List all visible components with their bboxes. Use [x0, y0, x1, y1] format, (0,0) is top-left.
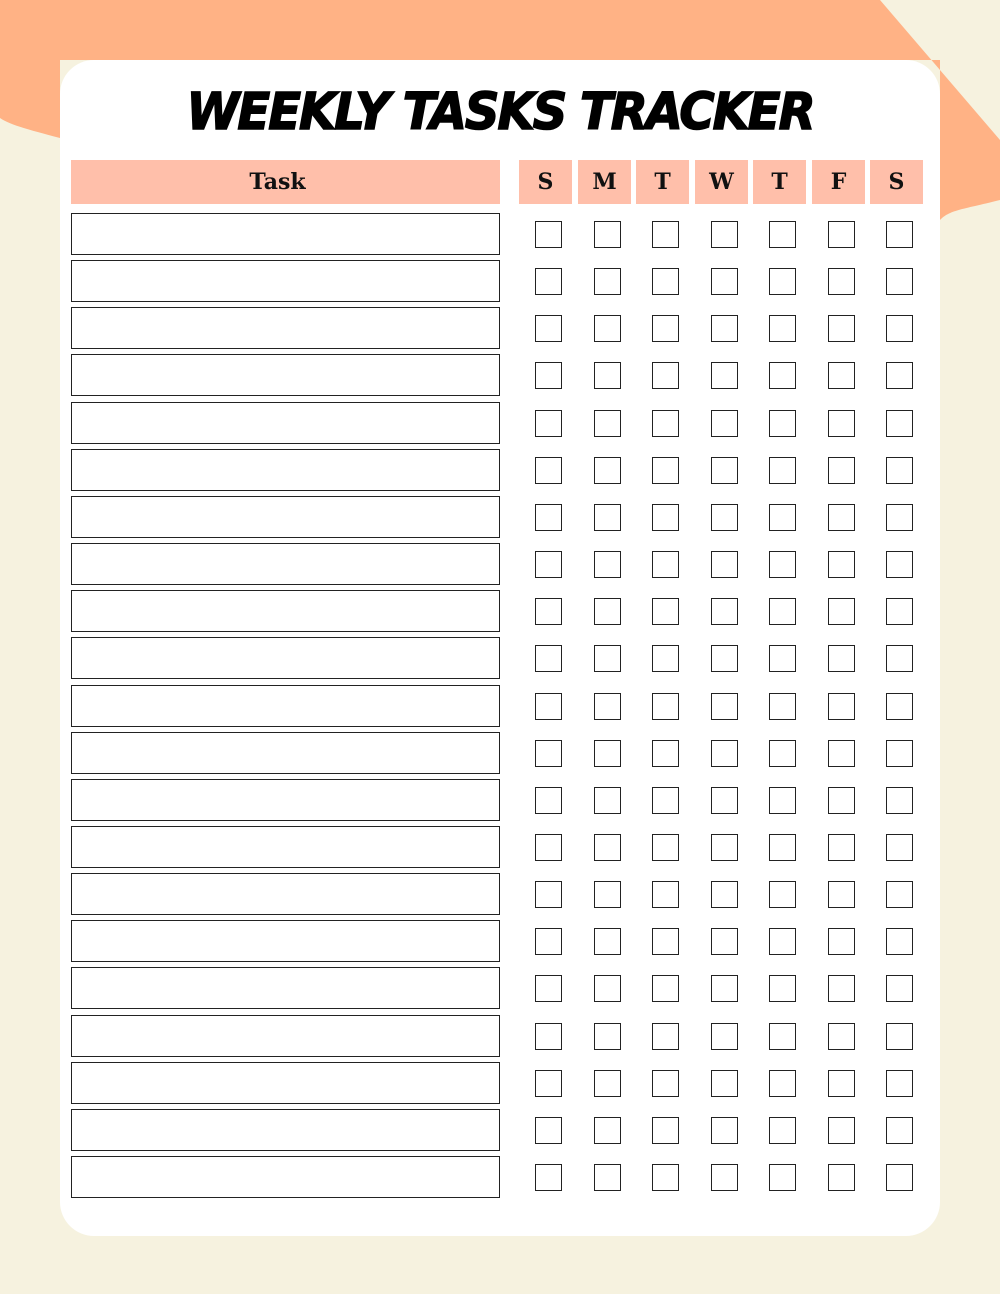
checkbox-saturday[interactable] — [886, 1070, 913, 1097]
checkbox-thursday[interactable] — [769, 881, 796, 908]
checkbox-wednesday[interactable] — [711, 551, 738, 578]
checkbox-wednesday[interactable] — [711, 315, 738, 342]
checkbox-monday[interactable] — [594, 928, 621, 955]
checkbox-friday[interactable] — [828, 975, 855, 1002]
checkbox-friday[interactable] — [828, 1117, 855, 1144]
checkbox-saturday[interactable] — [886, 362, 913, 389]
checkbox-saturday[interactable] — [886, 928, 913, 955]
checkbox-saturday[interactable] — [886, 598, 913, 625]
checkbox-wednesday[interactable] — [711, 598, 738, 625]
day-header-tuesday: T — [636, 160, 689, 204]
checkbox-monday[interactable] — [594, 221, 621, 248]
checkbox-thursday[interactable] — [769, 598, 796, 625]
task-input-row[interactable] — [71, 402, 500, 444]
checkbox-monday[interactable] — [594, 787, 621, 814]
checkbox-friday[interactable] — [828, 410, 855, 437]
checkbox-friday[interactable] — [828, 362, 855, 389]
checkbox-wednesday[interactable] — [711, 881, 738, 908]
checkbox-sunday[interactable] — [535, 693, 562, 720]
checkbox-thursday[interactable] — [769, 315, 796, 342]
checkbox-monday[interactable] — [594, 457, 621, 484]
checkbox-thursday[interactable] — [769, 975, 796, 1002]
day-header-friday: F — [812, 160, 865, 204]
checkbox-monday[interactable] — [594, 598, 621, 625]
checkbox-saturday[interactable] — [886, 1023, 913, 1050]
checkbox-wednesday[interactable] — [711, 787, 738, 814]
checkbox-friday[interactable] — [828, 551, 855, 578]
checkbox-friday[interactable] — [828, 1023, 855, 1050]
checkbox-sunday[interactable] — [535, 787, 562, 814]
checkbox-friday[interactable] — [828, 1164, 855, 1191]
checkbox-tuesday[interactable] — [652, 1023, 679, 1050]
checkbox-sunday[interactable] — [535, 457, 562, 484]
checkbox-sunday[interactable] — [535, 1070, 562, 1097]
checkbox-thursday[interactable] — [769, 1023, 796, 1050]
checkbox-sunday[interactable] — [535, 1023, 562, 1050]
checkbox-thursday[interactable] — [769, 1070, 796, 1097]
task-input-row[interactable] — [71, 685, 500, 727]
checkbox-wednesday[interactable] — [711, 362, 738, 389]
task-input-row[interactable] — [71, 1015, 500, 1057]
checkbox-wednesday[interactable] — [711, 221, 738, 248]
checkbox-saturday[interactable] — [886, 410, 913, 437]
checkbox-wednesday[interactable] — [711, 457, 738, 484]
checkbox-friday[interactable] — [828, 740, 855, 767]
checkbox-friday[interactable] — [828, 881, 855, 908]
checkbox-wednesday[interactable] — [711, 268, 738, 295]
checkbox-saturday[interactable] — [886, 504, 913, 531]
checkbox-thursday[interactable] — [769, 928, 796, 955]
checkbox-thursday[interactable] — [769, 504, 796, 531]
checkbox-thursday[interactable] — [769, 834, 796, 861]
checkbox-wednesday[interactable] — [711, 504, 738, 531]
checkbox-friday[interactable] — [828, 787, 855, 814]
checkbox-sunday[interactable] — [535, 881, 562, 908]
checkbox-tuesday[interactable] — [652, 834, 679, 861]
checkbox-monday[interactable] — [594, 881, 621, 908]
checkbox-sunday[interactable] — [535, 834, 562, 861]
checkbox-saturday[interactable] — [886, 740, 913, 767]
task-input-row[interactable] — [71, 543, 500, 585]
checkbox-wednesday[interactable] — [711, 410, 738, 437]
checkbox-sunday[interactable] — [535, 645, 562, 672]
checkbox-wednesday[interactable] — [711, 693, 738, 720]
checkbox-sunday[interactable] — [535, 1117, 562, 1144]
checkbox-sunday[interactable] — [535, 504, 562, 531]
checkbox-tuesday[interactable] — [652, 1117, 679, 1144]
checkbox-wednesday[interactable] — [711, 740, 738, 767]
checkbox-friday[interactable] — [828, 268, 855, 295]
checkbox-monday[interactable] — [594, 1023, 621, 1050]
checkbox-thursday[interactable] — [769, 362, 796, 389]
checkbox-wednesday[interactable] — [711, 834, 738, 861]
checkbox-tuesday[interactable] — [652, 221, 679, 248]
checkbox-sunday[interactable] — [535, 268, 562, 295]
task-input-row[interactable] — [71, 1156, 500, 1198]
task-input-row[interactable] — [71, 779, 500, 821]
checkbox-tuesday[interactable] — [652, 693, 679, 720]
checkbox-tuesday[interactable] — [652, 1164, 679, 1191]
checkbox-sunday[interactable] — [535, 928, 562, 955]
checkbox-tuesday[interactable] — [652, 975, 679, 1002]
checkbox-tuesday[interactable] — [652, 928, 679, 955]
checkbox-friday[interactable] — [828, 504, 855, 531]
checkbox-sunday[interactable] — [535, 1164, 562, 1191]
checkbox-thursday[interactable] — [769, 1164, 796, 1191]
checkbox-saturday[interactable] — [886, 787, 913, 814]
checkbox-wednesday[interactable] — [711, 928, 738, 955]
checkbox-monday[interactable] — [594, 362, 621, 389]
checkbox-monday[interactable] — [594, 693, 621, 720]
checkbox-monday[interactable] — [594, 504, 621, 531]
checkbox-thursday[interactable] — [769, 268, 796, 295]
task-input-row[interactable] — [71, 967, 500, 1009]
checkbox-sunday[interactable] — [535, 221, 562, 248]
checkbox-thursday[interactable] — [769, 787, 796, 814]
checkbox-tuesday[interactable] — [652, 362, 679, 389]
checkbox-saturday[interactable] — [886, 834, 913, 861]
checkbox-saturday[interactable] — [886, 645, 913, 672]
task-input-row[interactable] — [71, 920, 500, 962]
checkbox-monday[interactable] — [594, 551, 621, 578]
checkbox-monday[interactable] — [594, 1070, 621, 1097]
checkbox-saturday[interactable] — [886, 975, 913, 1002]
checkbox-thursday[interactable] — [769, 740, 796, 767]
checkbox-thursday[interactable] — [769, 221, 796, 248]
checkbox-thursday[interactable] — [769, 693, 796, 720]
checkbox-sunday[interactable] — [535, 410, 562, 437]
checkbox-sunday[interactable] — [535, 975, 562, 1002]
checkbox-wednesday[interactable] — [711, 1117, 738, 1144]
task-input-row[interactable] — [71, 826, 500, 868]
checkbox-monday[interactable] — [594, 1117, 621, 1144]
task-column-header: Task — [71, 160, 500, 204]
task-input-row[interactable] — [71, 1062, 500, 1104]
task-input-row[interactable] — [71, 637, 500, 679]
checkbox-friday[interactable] — [828, 645, 855, 672]
checkbox-monday[interactable] — [594, 1164, 621, 1191]
checkbox-sunday[interactable] — [535, 315, 562, 342]
checkbox-thursday[interactable] — [769, 645, 796, 672]
checkbox-friday[interactable] — [828, 457, 855, 484]
checkbox-tuesday[interactable] — [652, 1070, 679, 1097]
checkbox-tuesday[interactable] — [652, 598, 679, 625]
checkbox-friday[interactable] — [828, 1070, 855, 1097]
checkbox-wednesday[interactable] — [711, 1164, 738, 1191]
day-header-saturday: S — [870, 160, 923, 204]
checkbox-sunday[interactable] — [535, 362, 562, 389]
checkbox-friday[interactable] — [828, 693, 855, 720]
checkbox-saturday[interactable] — [886, 881, 913, 908]
task-input-row[interactable] — [71, 260, 500, 302]
checkbox-monday[interactable] — [594, 645, 621, 672]
checkbox-wednesday[interactable] — [711, 975, 738, 1002]
checkbox-friday[interactable] — [828, 928, 855, 955]
checkbox-tuesday[interactable] — [652, 315, 679, 342]
checkbox-tuesday[interactable] — [652, 504, 679, 531]
checkbox-tuesday[interactable] — [652, 645, 679, 672]
task-input-row[interactable] — [71, 213, 500, 255]
checkbox-saturday[interactable] — [886, 221, 913, 248]
task-input-row[interactable] — [71, 1109, 500, 1151]
checkbox-friday[interactable] — [828, 834, 855, 861]
day-header-monday: M — [578, 160, 631, 204]
checkbox-saturday[interactable] — [886, 1117, 913, 1144]
task-input-row[interactable] — [71, 496, 500, 538]
checkbox-saturday[interactable] — [886, 693, 913, 720]
day-header-sunday: S — [519, 160, 572, 204]
checkbox-monday[interactable] — [594, 975, 621, 1002]
checkbox-monday[interactable] — [594, 315, 621, 342]
task-input-row[interactable] — [71, 873, 500, 915]
checkbox-thursday[interactable] — [769, 551, 796, 578]
checkbox-tuesday[interactable] — [652, 410, 679, 437]
checkbox-tuesday[interactable] — [652, 457, 679, 484]
checkbox-monday[interactable] — [594, 268, 621, 295]
checkbox-friday[interactable] — [828, 598, 855, 625]
checkbox-monday[interactable] — [594, 410, 621, 437]
page-title: WEEKLY TASKS TRACKER — [186, 82, 814, 142]
checkbox-monday[interactable] — [594, 834, 621, 861]
day-header-wednesday: W — [695, 160, 748, 204]
task-input-row[interactable] — [71, 449, 500, 491]
task-input-row[interactable] — [71, 732, 500, 774]
checkbox-saturday[interactable] — [886, 315, 913, 342]
checkbox-tuesday[interactable] — [652, 881, 679, 908]
checkbox-sunday[interactable] — [535, 551, 562, 578]
checkbox-thursday[interactable] — [769, 457, 796, 484]
task-input-row[interactable] — [71, 354, 500, 396]
checkbox-saturday[interactable] — [886, 268, 913, 295]
checkbox-tuesday[interactable] — [652, 551, 679, 578]
checkbox-tuesday[interactable] — [652, 740, 679, 767]
checkbox-sunday[interactable] — [535, 740, 562, 767]
checkbox-friday[interactable] — [828, 315, 855, 342]
checkbox-tuesday[interactable] — [652, 268, 679, 295]
checkbox-wednesday[interactable] — [711, 1023, 738, 1050]
task-input-row[interactable] — [71, 590, 500, 632]
checkbox-saturday[interactable] — [886, 1164, 913, 1191]
checkbox-saturday[interactable] — [886, 457, 913, 484]
checkbox-friday[interactable] — [828, 221, 855, 248]
checkbox-tuesday[interactable] — [652, 787, 679, 814]
checkbox-thursday[interactable] — [769, 1117, 796, 1144]
task-input-row[interactable] — [71, 307, 500, 349]
day-header-thursday: T — [753, 160, 806, 204]
checkbox-saturday[interactable] — [886, 551, 913, 578]
checkbox-sunday[interactable] — [535, 598, 562, 625]
checkbox-monday[interactable] — [594, 740, 621, 767]
checkbox-wednesday[interactable] — [711, 645, 738, 672]
checkbox-thursday[interactable] — [769, 410, 796, 437]
checkbox-wednesday[interactable] — [711, 1070, 738, 1097]
